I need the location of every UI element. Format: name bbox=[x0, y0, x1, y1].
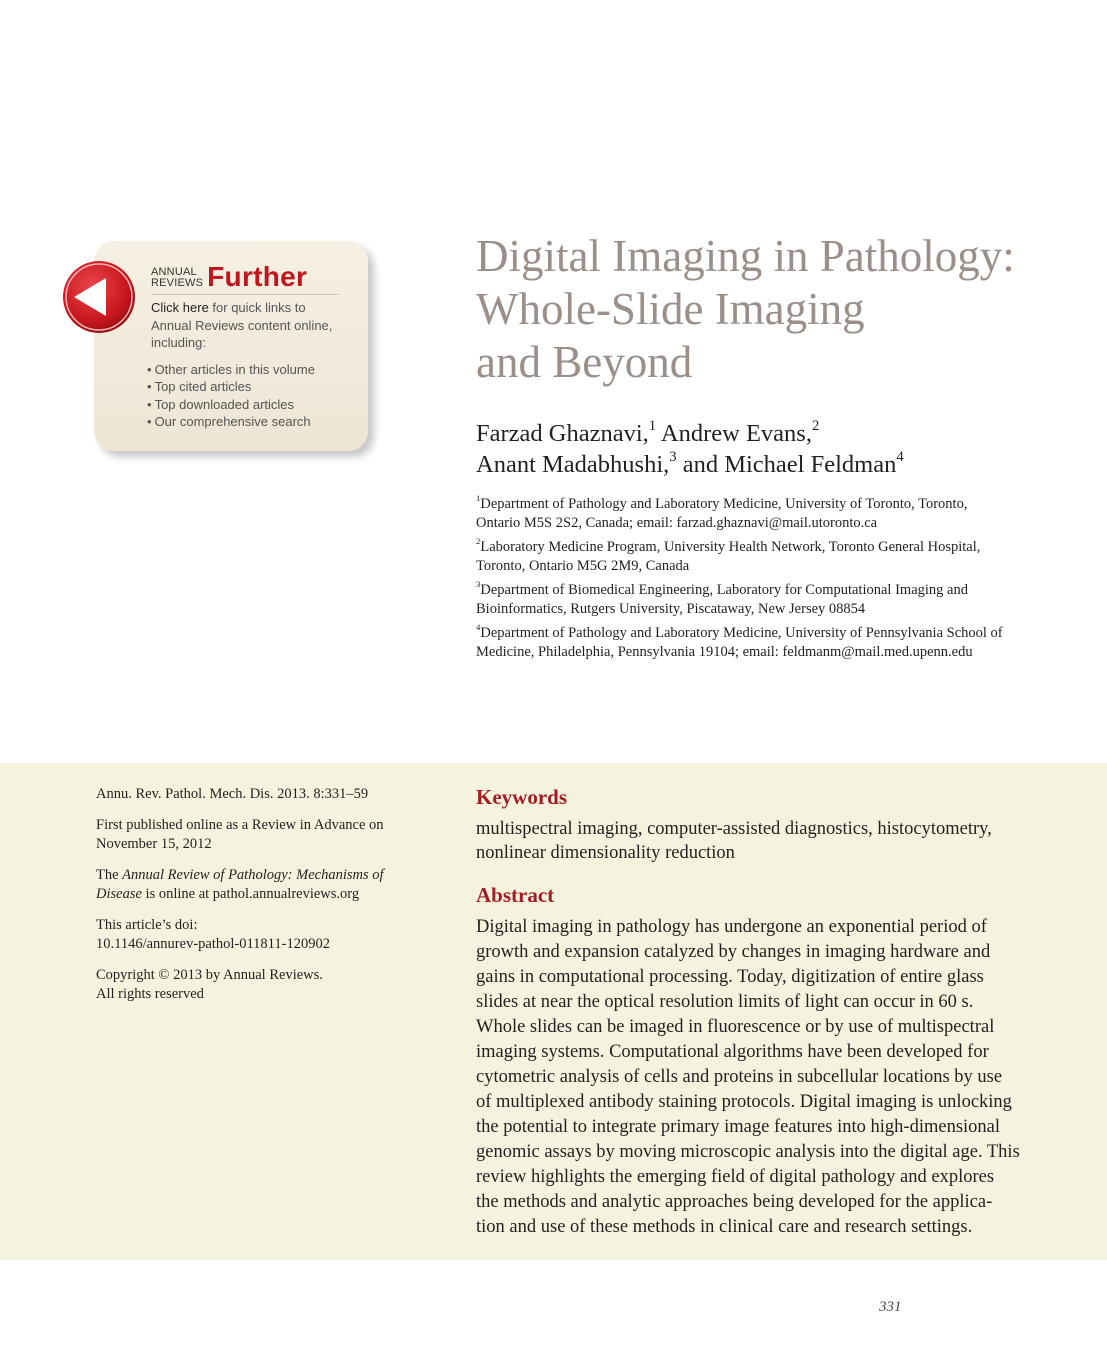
citation: Annu. Rev. Pathol. Mech. Dis. 2013. 8:331–59 bbox=[96, 786, 369, 802]
back-arrow-icon[interactable] bbox=[61, 258, 137, 336]
affiliation: $^3$Department of Biomedical Engineering, Laboratory for Computational Imaging and Bioinformatics, Rutgers University, Piscataway, New Jersey 08854 bbox=[476, 578, 968, 617]
further-list bbox=[147, 361, 351, 431]
further-list-item: • Other articles in this volume bbox=[147, 361, 351, 379]
click-here-link[interactable]: Click here bbox=[151, 300, 209, 315]
further-list-item: • Top downloaded articles bbox=[147, 396, 351, 414]
affiliation: $^1$Department of Pathology and Laboratory Medicine, University of Toronto, Toronto, Ontario M5S 2S2, Canada; email: farzad.ghaznavi@mail.utoronto.ca bbox=[476, 492, 968, 531]
affiliations bbox=[476, 492, 1056, 667]
keywords-abstract bbox=[476, 783, 1036, 1240]
copyright: Copyright © 2013 by Annual Reviews. All rights reserved bbox=[96, 967, 323, 1002]
publication-date: First published online as a Review in Advance on November 15, 2012 bbox=[96, 817, 384, 852]
brand-small-text bbox=[151, 267, 203, 291]
doi: This article’s doi: 10.1146/annurev-pathol-011811-120902 bbox=[96, 916, 426, 954]
brand-reviews: REVIEWS bbox=[151, 276, 204, 289]
article-title: Digital Imaging in Pathology: Whole-Slide Imaging and Beyond bbox=[476, 231, 1015, 387]
author-line: Farzad Ghaznavi,$^1$ Andrew Evans,$^2$ bbox=[476, 417, 820, 447]
journal-info: The Annual Review of Pathology: Mechanisms of Disease is online at pathol.annualreviews.org bbox=[96, 867, 384, 902]
further-list-item: • Top cited articles bbox=[147, 378, 351, 396]
author-list bbox=[476, 418, 1076, 480]
abstract-heading: Abstract bbox=[476, 883, 555, 907]
further-content bbox=[151, 259, 351, 431]
annual-reviews-brand bbox=[151, 259, 351, 291]
affiliation: $^2$Laboratory Medicine Program, University Health Network, Toronto General Hospital, Toronto, Ontario M5G 2M9, Canada bbox=[476, 535, 981, 574]
affiliation: $^4$Department of Pathology and Laboratory Medicine, University of Pennsylvania School of Medicine, Philadelphia, Pennsylvania 19104; email: feldmanm@mail.med.upenn.edu bbox=[476, 621, 1003, 660]
doi-value[interactable]: 10.1146/annurev-pathol-011811-120902 bbox=[96, 936, 330, 952]
further-description: Click here for quick links to Annual Reviews content online, including: bbox=[151, 300, 333, 350]
abstract-panel bbox=[0, 763, 1107, 1260]
keywords-heading: Keywords bbox=[476, 785, 567, 809]
brand-further: Further bbox=[207, 261, 308, 292]
further-list-item: • Our comprehensive search bbox=[147, 413, 351, 431]
author-line: Anant Madabhushi,$^3$ and Michael Feldman$^4$ bbox=[476, 448, 904, 478]
abstract-text: Digital imaging in pathology has undergone an exponential period of growth and expansion catalyzed by changes in imaging hardware and gains in computational processing. Today, digitization of entire glass slides at near the optical resolution limits of light can occur in 60 s. Whole slides can be imaged in fluorescence or by use of multispectral imaging systems. Computational algorithms have been developed for cytometric analysis of cells and proteins in subcellular locations by use of multiplexed antibody staining protocols. Digital imaging is unlocking the potential to integrate primary image features into high-dimensional genomic assays by moving microscopic analysis into the digital age. This review highlights the emerging field of digital pathology and explores the methods and analytic approaches being developed for the applica- tion and use of these methods in clinical care and research settings. bbox=[476, 917, 1020, 1237]
further-divider bbox=[151, 294, 339, 295]
article-metadata bbox=[96, 785, 426, 1016]
page-number: 331 bbox=[879, 1299, 902, 1315]
brand-annual: ANNUAL bbox=[151, 266, 197, 278]
keywords-text: multispectral imaging, computer-assisted diagnostics, histocytometry, nonlinear dimensionality reduction bbox=[476, 819, 992, 863]
